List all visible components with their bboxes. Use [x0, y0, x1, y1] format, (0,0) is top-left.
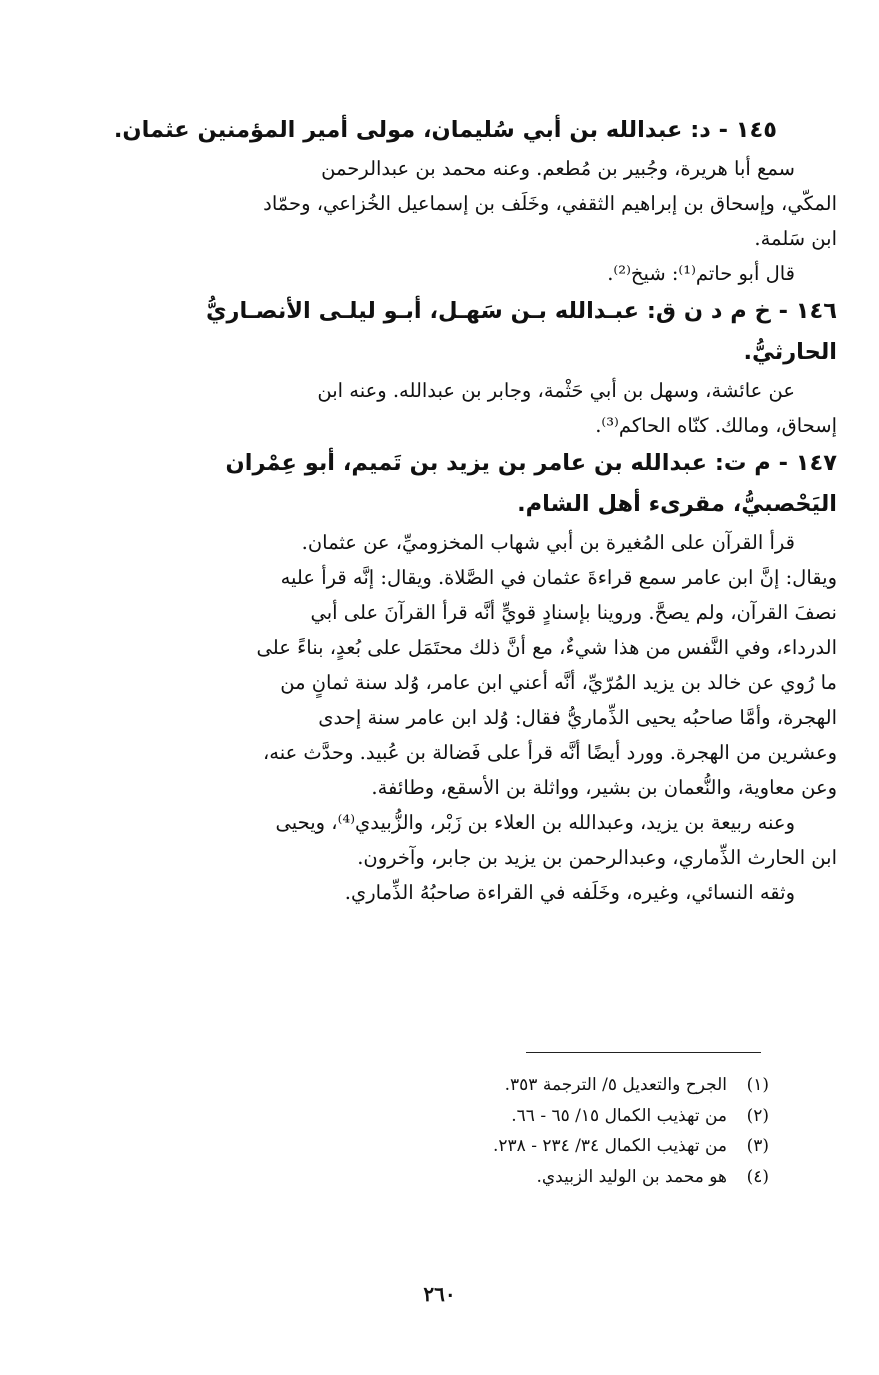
text-line: وعن معاوية، والنُّعمان بن بشير، وواثلة بن الأسقع، وطائفة. [371, 776, 837, 799]
entry-146 [42, 291, 837, 443]
footnote-text: من تهذيب الكمال ٣٤/ ٢٣٤ - ٢٣٨. [492, 1136, 727, 1156]
text-line: ويقال: إنَّ ابن عامر سمع قراءةَ عثمان في الصَّلاة. ويقال: إنَّه قرأ عليه [280, 566, 837, 589]
heading-line: اليَحْصبيُّ، مقرىء أهل الشام. [517, 491, 837, 517]
text-line: ابن الحارث الذِّماري، وعبدالرحمن بن يزيد بن جابر، وآخرون. [357, 846, 837, 869]
entry-text [42, 373, 837, 443]
heading-line: الحارثيُّ. [743, 339, 837, 365]
text-line: المكّي، وإسحاق بن إبراهيم الثقفي، وخَلَف بن إسماعيل الخُزاعي، وحمّاد [263, 192, 837, 215]
text-line: وثقه النسائي، وغيره، وخَلَفه في القراءة صاحبُهُ الذِّماري. [344, 881, 795, 904]
text-line: الدرداء، وفي النَّفس من هذا شيءٌ، مع أنَّ ذلك محتَمَل على بُعدٍ، بناءً على [256, 636, 837, 659]
text-line: وعنه ربيعة بن يزيد، وعبدالله بن العلاء بن زَبْر، والزُّبيدي⁽⁴⁾، ويحيى [275, 811, 795, 834]
entry-heading [42, 291, 837, 373]
footnotes [110, 1070, 769, 1192]
footnote-number: (٢) [746, 1105, 769, 1126]
text-line: ما رُوي عن خالد بن يزيد المُرّيِّ، أنَّه أعني ابن عامر، وُلد سنة ثمانٍ من [280, 671, 837, 694]
footnote [110, 1131, 769, 1162]
text-line: وعشرين من الهجرة. وورد أيضًا أنَّه قرأ على فَضالة بن عُبيد. وحدَّث عنه، [262, 741, 837, 764]
page-number: ٢٦٠ [423, 1282, 456, 1306]
footnote-number: (٣) [746, 1136, 769, 1156]
entry-145 [42, 110, 837, 291]
text-line: قال أبو حاتم⁽¹⁾: شيخ⁽²⁾. [607, 262, 795, 285]
entry-text [42, 256, 837, 291]
footnote-number: (٤) [746, 1166, 769, 1187]
footnote-text: من تهذيب الكمال ١٥/ ٦٥ - ٦٦. [511, 1105, 727, 1126]
footnote-text: الجرح والتعديل ٥/ الترجمة ٣٥٣. [504, 1075, 727, 1095]
heading-line: ١٤٧ - م ت: عبدالله بن عامر بن يزيد بن تَميم، أبو عِمْران [225, 450, 837, 476]
entry-text [42, 875, 837, 910]
entry-heading: ١٤٥ - د: عبدالله بن أبي سُليمان، مولى أمير المؤمنين عثمان. [113, 117, 777, 143]
text-line: قرأ القرآن على المُغيرة بن أبي شهاب المخزوميِّ، عن عثمان. [301, 531, 795, 554]
entry-heading [42, 443, 837, 525]
text-line: عن عائشة، وسهل بن أبي حَثْمة، وجابر بن عبدالله. وعنه ابن [317, 379, 795, 402]
footnote-number: (١) [746, 1075, 769, 1095]
text-line: نصفَ القرآن، ولم يصحَّ. وروينا بإسنادٍ قويٍّ أنَّه قرأ القرآنَ على أبي [310, 601, 837, 624]
footnote [110, 1162, 769, 1193]
entry-text [42, 805, 837, 875]
heading-line: ١٤٦ - خ م د ن ق: عبـدالله بـن سَهـل، أبـو ليلـى الأنصـاريُّ [205, 298, 837, 324]
entry-text [42, 525, 837, 805]
text-line: سمع أبا هريرة، وجُبير بن مُطعم. وعنه محمد بن عبدالرحمن [321, 157, 795, 180]
footnote-separator [526, 1052, 761, 1053]
footnote-text: هو محمد بن الوليد الزبيدي. [536, 1166, 727, 1187]
text-line: إسحاق، ومالك. كنّاه الحاكم⁽³⁾. [595, 414, 837, 437]
footnote [110, 1101, 769, 1132]
footnote [110, 1070, 769, 1101]
entry-147 [42, 443, 837, 910]
entry-text [42, 151, 837, 256]
text-line: الهجرة، وأمَّا صاحبُه يحيى الذِّماريُّ فقال: وُلد ابن عامر سنة إحدى [318, 706, 837, 729]
text-line: ابن سَلمة. [754, 227, 837, 250]
